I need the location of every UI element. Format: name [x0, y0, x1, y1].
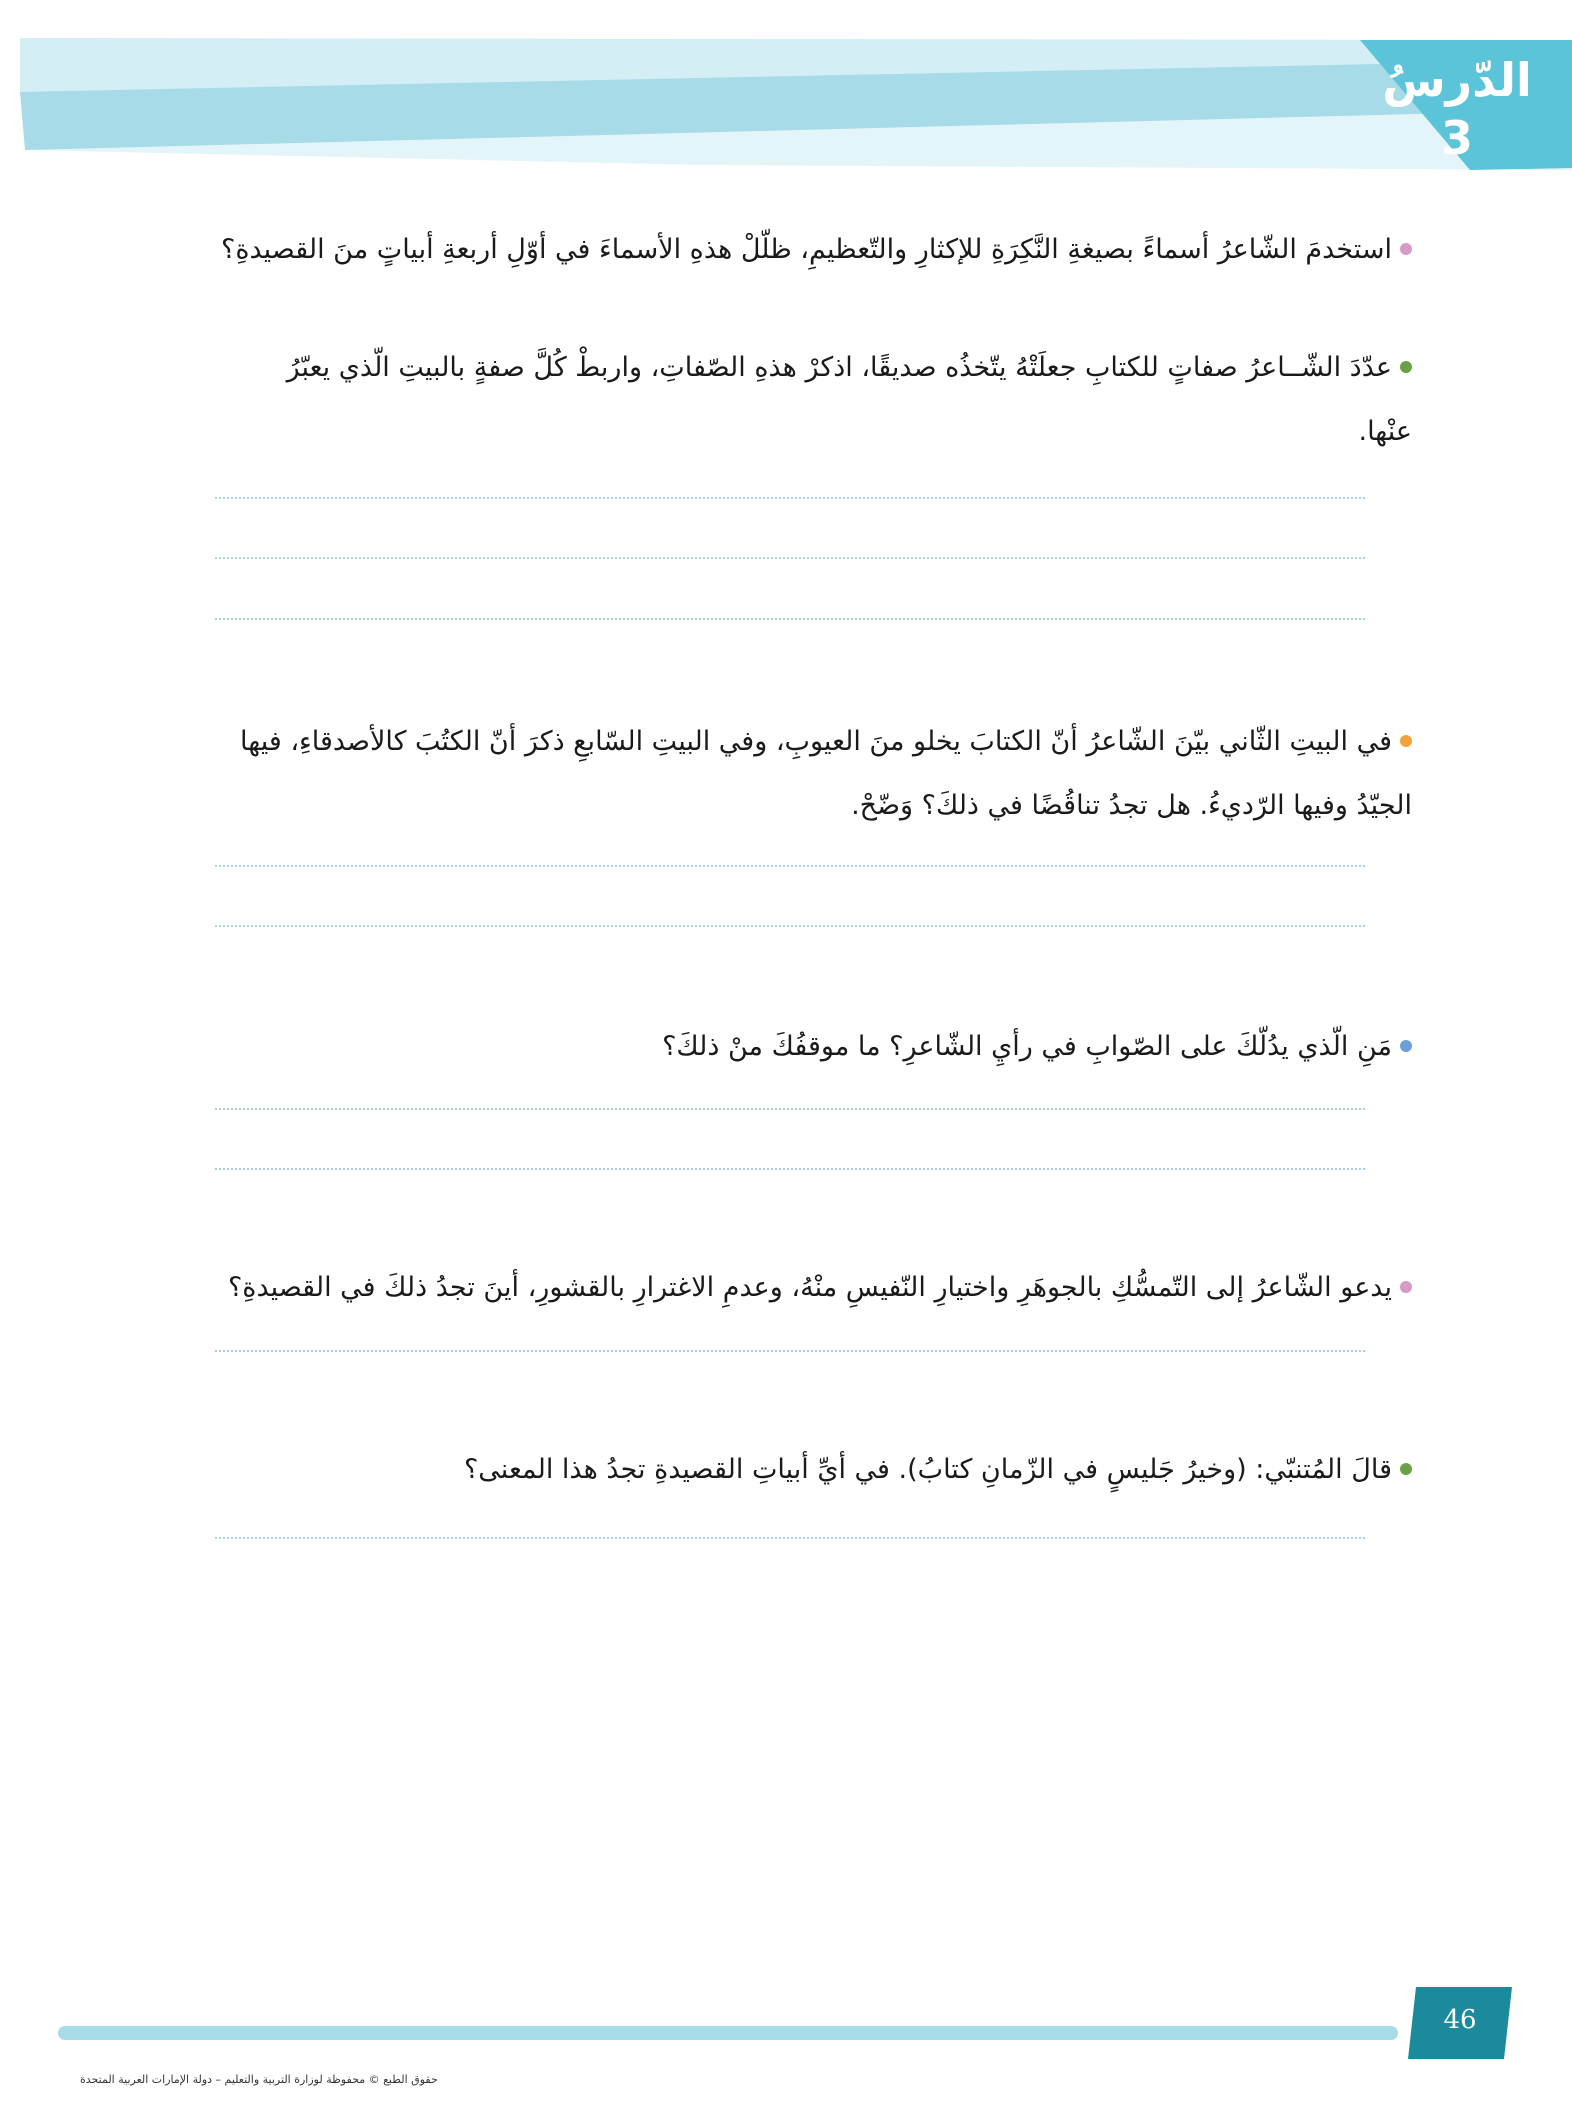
answer-line[interactable] [215, 497, 1365, 499]
question-4 [162, 1015, 1412, 1079]
page-number: 46 [1443, 2005, 1477, 2035]
question-5-text: يدعو الشّاعرُ إلى التّمسُّكِ بالجوهَرِ واختيارِ النّفيسِ منْهُ، وعدمِ الاغترارِ بالقشورِ، أينَ تجدُ ذلكَ في القصيدةِ؟ [227, 1272, 1392, 1303]
answer-line[interactable] [215, 1350, 1365, 1352]
question-2 [162, 336, 1412, 464]
bullet-orange-icon [1400, 735, 1412, 747]
question-2-text-line-1: عدّدَ الشّــاعرُ صفاتٍ للكتابِ جعلَتْهُ يتّخذُه صديقًا، اذكرْ هذهِ الصّفاتِ، واربطْ كُلَّ صفةٍ بالبيتِ الّذي يعبّرُ [286, 352, 1392, 383]
answer-line[interactable] [215, 1537, 1365, 1539]
copyright-text: حقوق الطبع © محفوظة لوزارة التربية والتعليم – دولة الإمارات العربية المتحدة [80, 2073, 438, 2086]
answer-line[interactable] [215, 557, 1365, 559]
answer-line[interactable] [215, 1108, 1365, 1110]
answer-line[interactable] [215, 865, 1365, 867]
footer-bar [58, 2026, 1398, 2040]
lesson-title: الدّرسُ [1382, 53, 1532, 107]
header-banner [0, 0, 1572, 200]
question-2-text-line-2: عنْها. [1358, 416, 1412, 447]
question-1-text: استخدمَ الشّاعرُ أسماءً بصيغةِ النَّكِرَةِ للإكثارِ والتّعظيمِ، ظلّلْ هذهِ الأسماءَ في أوّلِ أربعةِ أبياتٍ منَ القصيدةِ؟ [221, 234, 1392, 265]
question-1 [162, 218, 1412, 282]
answer-line[interactable] [215, 618, 1365, 620]
answer-line[interactable] [215, 925, 1365, 927]
question-3 [162, 710, 1412, 838]
question-6 [162, 1438, 1412, 1502]
lesson-number: 3 [1440, 111, 1473, 165]
question-5 [162, 1256, 1412, 1320]
question-3-text-line-2: الجيّدُ وفيها الرّديءُ. هل تجدُ تناقُضًا في ذلكَ؟ وَضّحْ. [851, 790, 1412, 821]
bullet-pink-icon [1400, 1281, 1412, 1293]
question-3-text-line-1: في البيتِ الثّاني بيّنَ الشّاعرُ أنّ الكتابَ يخلو منَ العيوبِ، وفي البيتِ السّابعِ ذكرَ أنّ الكتُبَ كالأصدقاءِ، فيها [240, 726, 1392, 757]
bullet-pink-icon [1400, 243, 1412, 255]
question-6-text: قالَ المُتنبّي: (وخيرُ جَليسٍ في الزّمانِ كتابُ). في أيِّ أبياتِ القصيدةِ تجدُ هذا المعنى؟ [463, 1454, 1392, 1485]
question-4-text: مَنِ الّذي يدُلّكَ على الصّوابِ في رأيِ الشّاعرِ؟ ما موقفُكَ منْ ذلكَ؟ [662, 1031, 1392, 1062]
answer-line[interactable] [215, 1168, 1365, 1170]
bullet-green-icon [1400, 361, 1412, 373]
bullet-green-icon [1400, 1463, 1412, 1475]
bullet-blue-icon [1400, 1040, 1412, 1052]
